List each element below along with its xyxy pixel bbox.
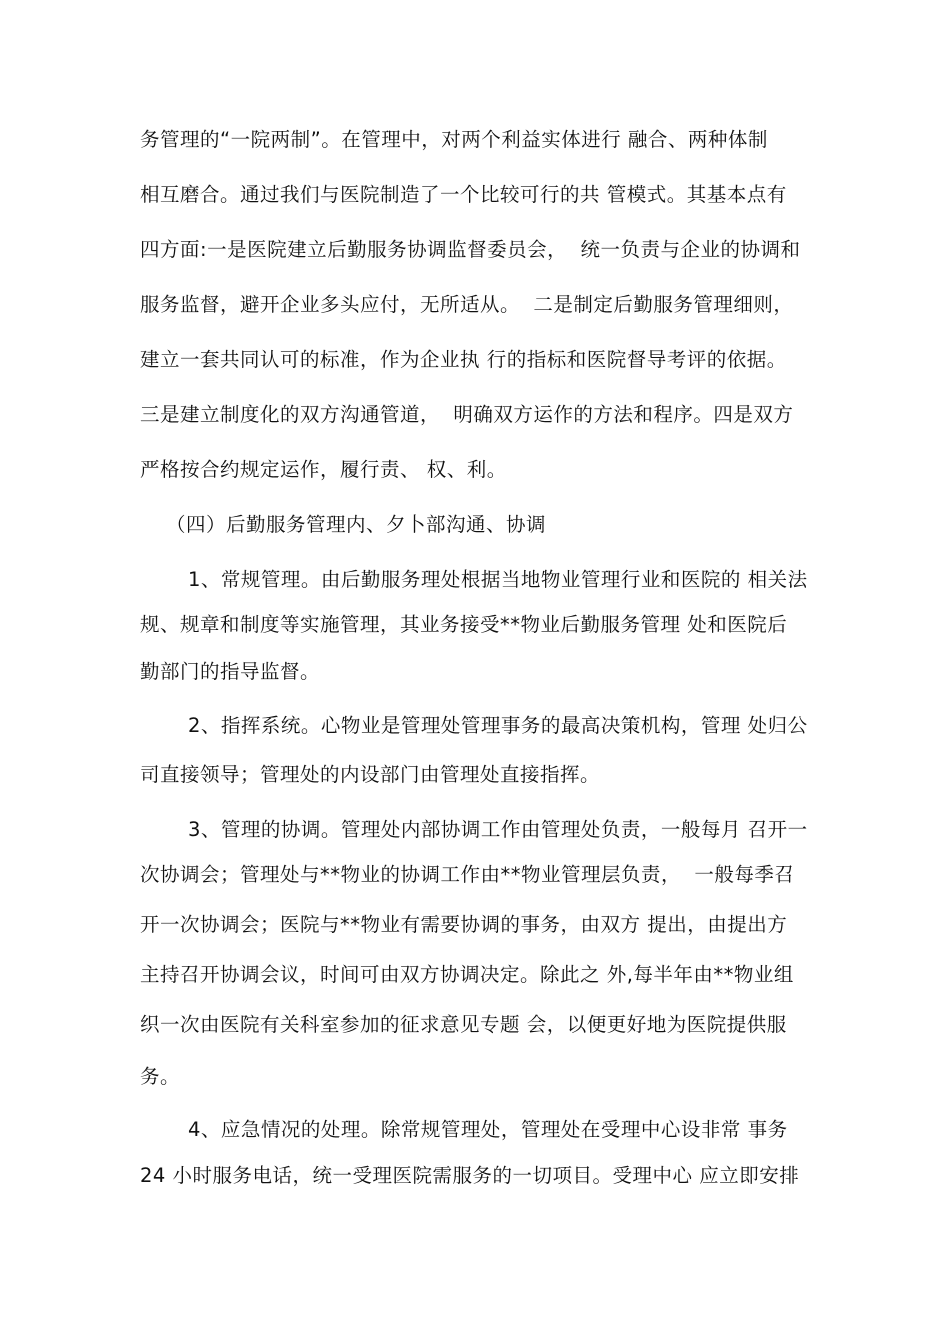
body-text-line: 2、指挥系统。心物业是管理处管理事务的最高决策机构，管理 处归公: [188, 714, 808, 737]
body-text-line: 开一次协调会；医院与**物业有需要协调的事务，由双方 提出，由提出方: [140, 913, 788, 936]
body-text-line: 相互磨合。通过我们与医院制造了一个比较可行的共 管模式。其基本点有: [140, 183, 787, 206]
section-heading: （四）后勤服务管理内、夕卜部沟通、协调: [166, 513, 547, 536]
body-text-line: 24 小时服务电话，统一受理医院需服务的一切项目。受理中心 应立即安排: [140, 1164, 800, 1187]
body-text-line: 次协调会；管理处与**物业的协调工作由**物业管理层负责， 一般每季召: [140, 863, 795, 886]
body-text-line: 4、应急情况的处理。除常规管理处，管理处在受理中心设非常 事务: [188, 1118, 788, 1141]
body-text-line: 建立一套共同认可的标准，作为企业执 行的指标和医院督导考评的依据。: [140, 348, 787, 371]
body-text-line: 服务监督，避开企业多头应付，无所适从。 二是制定后勤服务管理细则，: [140, 293, 794, 316]
body-text-line: 务。: [140, 1065, 181, 1088]
body-text-line: 勤部门的指导监督。: [140, 660, 321, 683]
body-text-line: 主持召开协调会议，时间可由双方协调决定。除此之 外,每半年由**物业组: [140, 963, 794, 986]
body-text-line: 四方面:一是医院建立后勤服务协调监督委员会， 统一负责与企业的协调和: [140, 238, 801, 261]
body-text-line: 务管理的“一院两制”。在管理中，对两个利益实体进行 融合、两种体制: [140, 128, 768, 151]
body-text-line: 织一次由医院有关科室参加的征求意见专题 会，以便更好地为医院提供服: [140, 1013, 787, 1036]
body-text-line: 严格按合约规定运作，履行责、 权、利。: [140, 458, 507, 481]
body-text-line: 司直接领导；管理处的内设部门由管理处直接指挥。: [140, 763, 601, 786]
body-text-line: 1、常规管理。由后勤服务理处根据当地物业管理行业和医院的 相关法: [188, 568, 808, 591]
body-text-line: 三是建立制度化的双方沟通管道， 明确双方运作的方法和程序。四是双方: [140, 403, 794, 426]
body-text-line: 规、规章和制度等实施管理，其业务接受**物业后勤服务管理 处和医院后: [140, 613, 788, 636]
body-text-line: 3、管理的协调。管理处内部协调工作由管理处负责，一般每月 召开一: [188, 818, 808, 841]
